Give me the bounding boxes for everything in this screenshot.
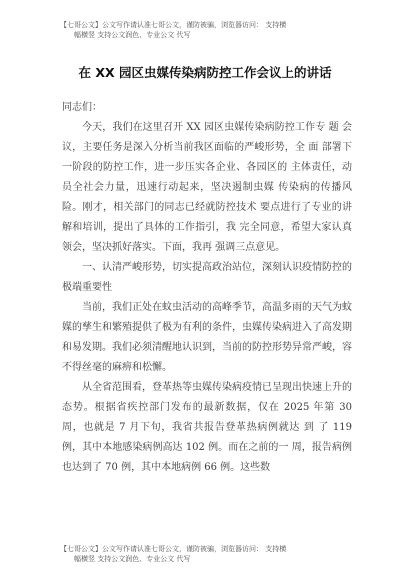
document-body bbox=[62, 98, 352, 478]
footer-watermark-line1: 【七哥公文】公文写作请认准七哥公文，谨防被骗，浏览器访问： 支持横 bbox=[60, 545, 287, 553]
paragraph-intro: 今天，我们在这里召开 XX 园区虫媒传染病防控工作专 题 会议，主要任务是深入分析当前我区面临的严峻形势，全 面 部署下一阶段的防控工作，进一步压实各企业、各园区的 主体责任，动员全社会力量，迅速行动起来，坚决遏制虫媒 传染病的传播风险。刚才，相关部门的同志已经就防控技术 要点进行了专业的讲解和培训，提出了具体的工作指引，我 完全同意，希望大家认真领会，坚决抓好落实。下面，我再 强调三点意见。 bbox=[62, 122, 352, 253]
paragraph-situation: 当前，我们正处在蚊虫活动的高峰季节，高温多雨的天气为蚊媒的孳生和繁殖提供了极为有利的条件，虫媒传染病进入了高发期和易发期。我们必须清醒地认识到，当前的防控形势异常严峻，容不得丝毫的麻痹和松懈。 bbox=[62, 302, 352, 373]
footer-watermark-line2: 幅横竖 支持公文润色、专业公文 代写 bbox=[74, 555, 191, 563]
document-title: 在 XX 园区虫媒传染病防控工作会议上的讲话 bbox=[78, 65, 332, 80]
header-watermark-line2: 幅横竖 支持公文润色、专业公文 代写 bbox=[74, 31, 191, 39]
header-watermark bbox=[60, 20, 360, 40]
paragraph-statistics: 从全省范围看，登革热等虫媒传染病疫情已呈现出快速上升的态势。根据省疾控部门发布的最新数据，仅在 2025 年第 30 周，也就是 7 月下旬，我省共报告登革热病例就达 到 了 119 例，其中本地感染病例高达 102 例。而在之前的一 周，报告病例也达到了 70 例，其中本地病例 66 例。这些数 bbox=[62, 382, 352, 473]
section-heading-1: 一、认清严峻形势，切实提高政治站位，深刻认识疫情防控的极端重要性 bbox=[62, 262, 352, 293]
footer-watermark bbox=[60, 544, 360, 564]
salutation: 同志们： bbox=[62, 102, 102, 113]
header-watermark-line1: 【七哥公文】公文写作请认准七哥公文，谨防被骗，浏览器访问： 支持横 bbox=[60, 21, 287, 29]
